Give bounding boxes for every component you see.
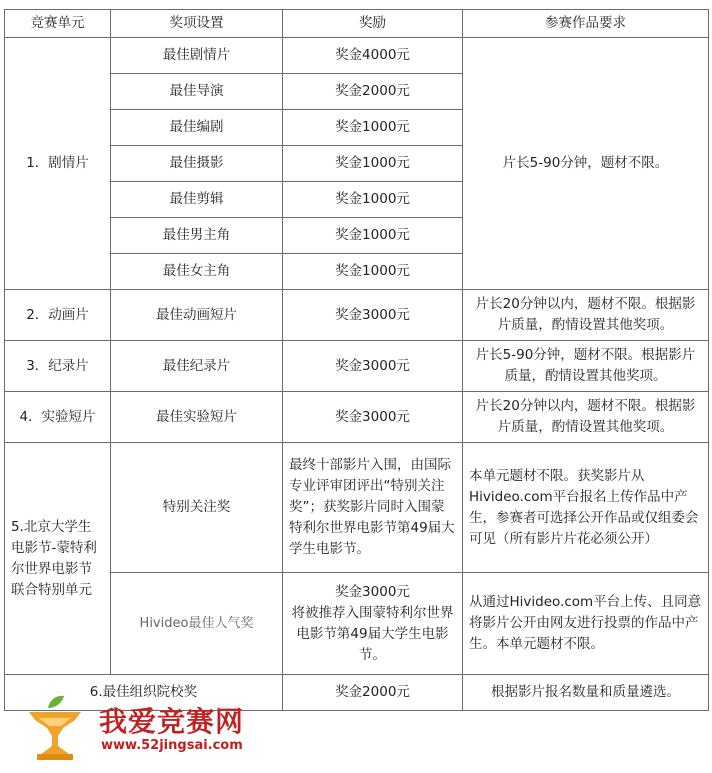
header-award: 奖项设置 <box>111 10 283 38</box>
header-prize: 奖励 <box>283 10 463 38</box>
watermark-logo <box>15 694 275 766</box>
header-requirements: 参赛作品要求 <box>463 10 709 38</box>
special-jury-requirement-cell: 本单元题材不限。获奖影片从Hivideo.com平台报名上传作品中产生，参赛者可选择公开作品或仅组委会可见（所有影片片花必须公开） <box>463 443 709 573</box>
documentary-award-cell: 最佳纪录片 <box>111 341 283 392</box>
awards-table <box>4 9 709 711</box>
experimental-requirement-cell: 片长20分钟以内，题材不限。根据影片质量，酌情设置其他奖项。 <box>463 392 709 443</box>
school-requirement-cell: 根据影片报名数量和质量遴选。 <box>463 675 709 711</box>
award-cell: 最佳剪辑 <box>111 182 283 218</box>
award-cell: 最佳女主角 <box>111 254 283 290</box>
experimental-award-cell: 最佳实验短片 <box>111 392 283 443</box>
table-row <box>5 573 709 675</box>
prize-cell: 奖金2000元 <box>283 74 463 110</box>
special-jury-award-cell: 特别关注奖 <box>111 443 283 573</box>
watermark-url: www.52jingsai.com <box>101 738 243 753</box>
award-cell: 最佳编剧 <box>111 110 283 146</box>
documentary-prize-cell: 奖金3000元 <box>283 341 463 392</box>
prize-cell: 奖金1000元 <box>283 110 463 146</box>
table-row <box>5 38 709 74</box>
special-popular-award-cell: Hivideo最佳人气奖 <box>111 573 283 675</box>
prize-cell: 奖金1000元 <box>283 182 463 218</box>
experimental-unit-cell: 4．实验短片 <box>5 392 111 443</box>
table-row <box>5 443 709 573</box>
popular-prize-note: 将被推荐入围蒙特利尔世界电影节第49届大学生电影节。 <box>291 604 454 663</box>
special-jury-prize-cell: 最终十部影片入围，由国际专业评审团评出“特别关注奖”；获奖影片同时入围蒙特利尔世界电影节第49届大学生电影节。 <box>283 443 463 573</box>
table-row <box>5 290 709 341</box>
watermark-name: 我爱竞赛网 <box>99 705 245 738</box>
award-cell: 最佳男主角 <box>111 218 283 254</box>
special-unit-cell: 5.北京大学生电影节-蒙特利尔世界电影节联合特别单元 <box>5 443 111 675</box>
school-prize-cell: 奖金2000元 <box>283 675 463 711</box>
prize-cell: 奖金1000元 <box>283 146 463 182</box>
table-row <box>5 341 709 392</box>
special-popular-prize-cell <box>283 573 463 675</box>
award-cell: 最佳剧情片 <box>111 38 283 74</box>
animation-requirement-cell: 片长20分钟以内，题材不限。根据影片质量，酌情设置其他奖项。 <box>463 290 709 341</box>
documentary-unit-cell: 3．纪录片 <box>5 341 111 392</box>
special-popular-requirement-cell: 从通过Hivideo.com平台上传、且同意将影片公开由网友进行投票的作品中产生。本单元题材不限。 <box>463 573 709 675</box>
popular-prize-amount: 奖金3000元 <box>335 583 410 600</box>
trophy-icon <box>25 706 85 762</box>
award-cell: 最佳导演 <box>111 74 283 110</box>
school-award-cell: 6.最佳组织院校奖 <box>5 675 283 711</box>
feature-unit-cell: 1．剧情片 <box>5 38 111 290</box>
prize-cell: 奖金1000元 <box>283 254 463 290</box>
prize-cell: 奖金4000元 <box>283 38 463 74</box>
animation-award-cell: 最佳动画短片 <box>111 290 283 341</box>
award-cell: 最佳摄影 <box>111 146 283 182</box>
prize-cell: 奖金1000元 <box>283 218 463 254</box>
experimental-prize-cell: 奖金3000元 <box>283 392 463 443</box>
animation-unit-cell: 2．动画片 <box>5 290 111 341</box>
table-row <box>5 392 709 443</box>
animation-prize-cell: 奖金3000元 <box>283 290 463 341</box>
documentary-requirement-cell: 片长5-90分钟，题材不限。根据影片质量，酌情设置其他奖项。 <box>463 341 709 392</box>
header-unit: 竞赛单元 <box>5 10 111 38</box>
feature-requirement-cell: 片长5-90分钟，题材不限。 <box>463 38 709 290</box>
header-row <box>5 10 709 38</box>
